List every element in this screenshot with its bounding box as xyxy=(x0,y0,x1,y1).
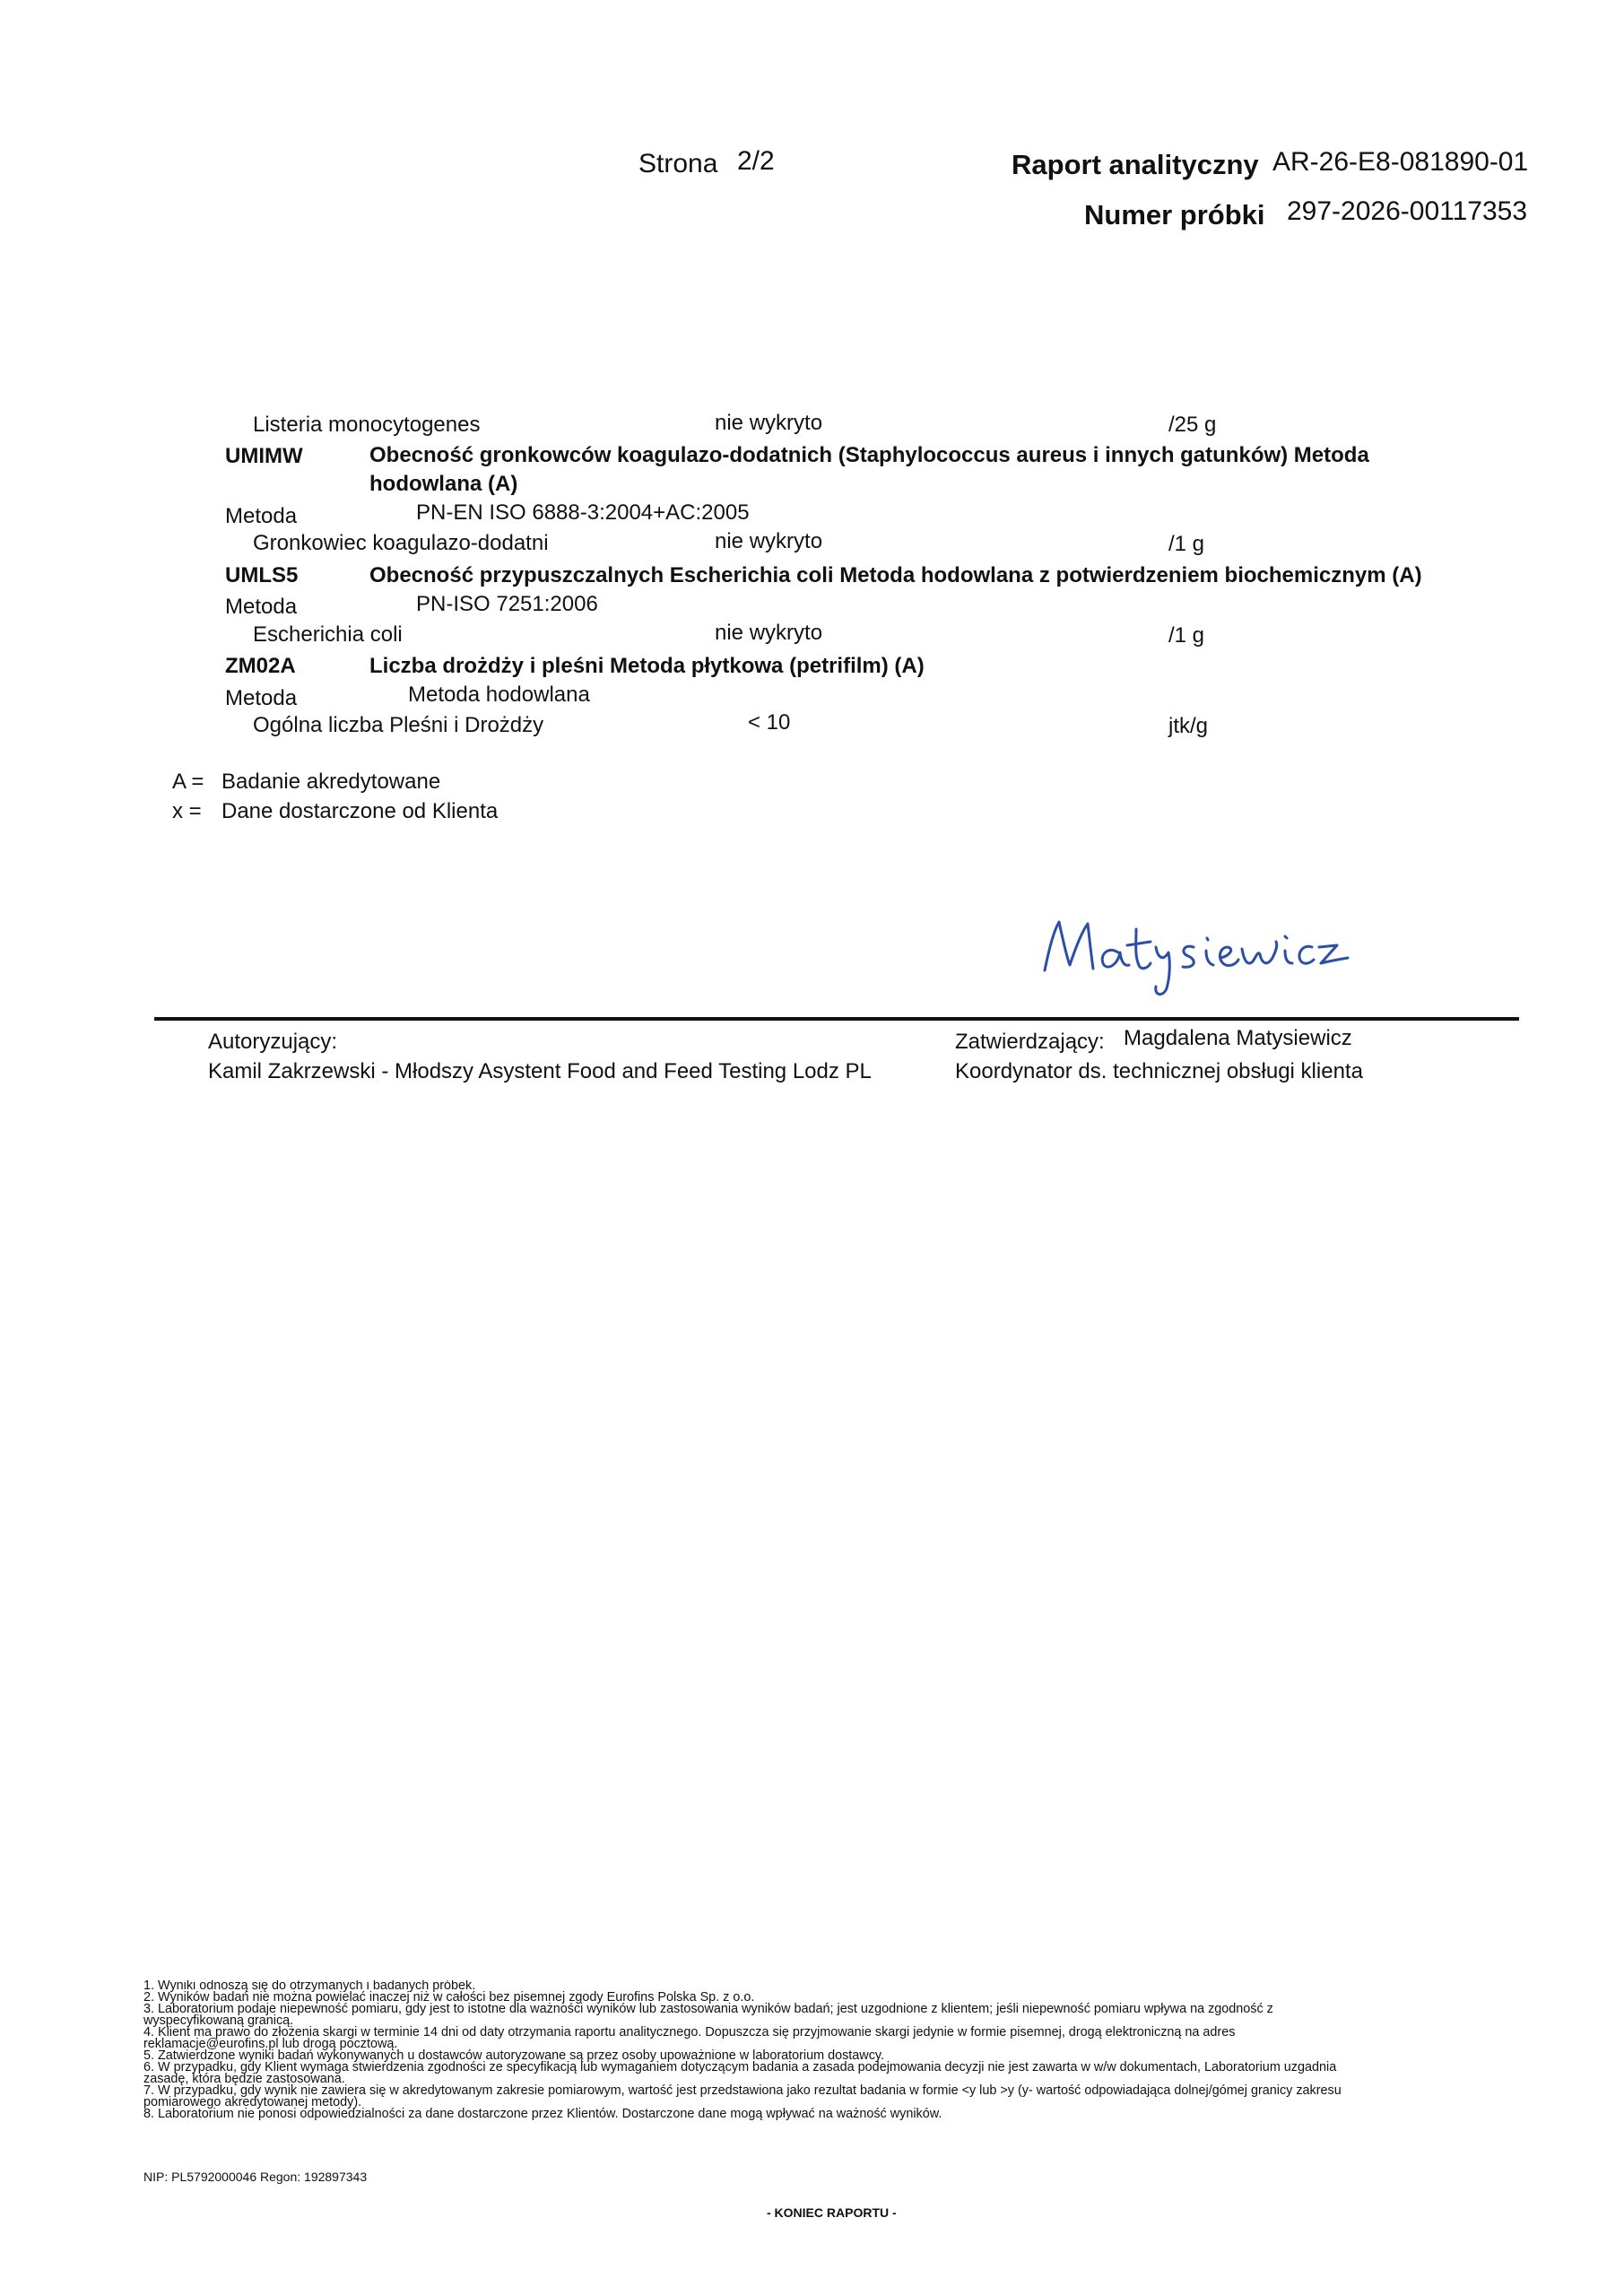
listeria-result: nie wykryto xyxy=(715,411,823,435)
approving-role: Koordynator ds. technicznej obsługi klienta xyxy=(955,1059,1363,1083)
approving-label: Zatwierdzający: xyxy=(955,1030,1105,1054)
footnote-line: 4. Klient ma prawo do złożenia skargi w terminie 14 dni od daty otrzymania raportu analitycznego. Dopuszcza się przyjmowanie skargi jedynie w formie pisemnej, drogą elektroniczną na adres xyxy=(143,2025,1236,2039)
umls5-code: UMLS5 xyxy=(225,563,299,587)
handwritten-signature xyxy=(1036,906,1354,1009)
footnote-line: 6. W przypadku, gdy Klient wymaga stwierdzenia zgodności ze specyfikacją lub wymaganiem dotyczącym badania a zasada podejmowania decyzji nie jest zawarta w w/w dokumentach, Laboratorium uzgadnia xyxy=(143,2060,1337,2074)
zm02a-code: ZM02A xyxy=(225,654,296,678)
footnote-line: 1. Wyniki odnoszą się do otrzymanych i badanych próbek. xyxy=(143,1980,476,1993)
umls5-method: PN-ISO 7251:2006 xyxy=(416,592,598,616)
page-label: Strona xyxy=(638,149,718,178)
legend-text: Badanie akredytowane xyxy=(221,770,441,794)
zm02a-unit: jtk/g xyxy=(1168,714,1209,738)
footnote-line: pomiarowego akredytowanej metody). xyxy=(143,2095,362,2109)
legend-key: A = xyxy=(172,770,204,794)
page-number: 2/2 xyxy=(737,146,775,176)
report-number: AR-26-E8-081890-01 xyxy=(1272,147,1529,177)
listeria-param: Listeria monocytogenes xyxy=(253,413,481,437)
umimw-title: Obecność gronkowców koagulazo-dodatnich (Staphylococcus aureus i innych gatunków) Metoda hodowlana (A) xyxy=(369,443,1369,496)
legend-key: x = xyxy=(172,799,202,823)
zm02a-title: Liczba drożdży i pleśni Metoda płytkowa (petrifilm) (A) xyxy=(369,654,925,678)
end-of-report: - KONIEC RAPORTU - xyxy=(767,2205,897,2220)
signature-divider xyxy=(154,1017,1519,1021)
zm02a-method-label: Metoda xyxy=(225,686,298,710)
umls5-param: Escherichia coli xyxy=(253,622,403,647)
umls5-method-label: Metoda xyxy=(225,595,298,619)
zm02a-result: < 10 xyxy=(748,710,791,735)
footnote-line: 8. Laboratorium nie ponosi odpowiedzialności za dane dostarczone przez Klientów. Dostarczone dane mogą wpływać na ważność wyników. xyxy=(143,2107,942,2120)
footnote-line: 3. Laboratorium podaje niepewność pomiaru, gdy jest to istotne dla ważności wyników lub zastosowania wyników badań; jest uzgodnione z klientem; jeśli niepewność pomiaru wpływa na zgodność z xyxy=(143,2002,1273,2016)
footnote-line: 2. Wyników badań nie można powielać inaczej niż w całości bez pisemnej zgody Eurofins Polska Sp. z o.o. xyxy=(143,1990,755,2005)
footnote-line: wyspecyfikowaną granicą. xyxy=(143,2013,294,2028)
footnote-line: 7. W przypadku, gdy wynik nie zawiera się w akredytowanym zakresie pomiarowym, wartość jest przedstawiona jako rezultat badania w formie <y lub >y (y- wartość odpowiadająca dolnej/gómej granicy zakresu xyxy=(143,2083,1342,2098)
umimw-result: nie wykryto xyxy=(715,529,823,553)
sample-label: Numer próbki xyxy=(1084,199,1265,230)
umimw-code: UMIMW xyxy=(225,444,303,468)
umls5-unit: /1 g xyxy=(1168,623,1205,648)
footnote-line: zasadę, która będzie zastosowana. xyxy=(143,2072,345,2086)
company-ids: NIP: PL5792000046 Regon: 192897343 xyxy=(143,2170,368,2184)
listeria-unit: /25 g xyxy=(1168,413,1217,437)
footnotes xyxy=(143,1980,1519,2120)
footnote-line: 5. Zatwierdzone wyniki badań wykonywanych u dostawców autoryzowane są przez osoby upoważnione w laboratorium dostawcy. xyxy=(143,2048,885,2063)
approving-name: Magdalena Matysiewicz xyxy=(1124,1026,1352,1050)
umimw-unit: /1 g xyxy=(1168,532,1205,556)
sample-number: 297-2026-00117353 xyxy=(1287,196,1528,226)
zm02a-method: Metoda hodowlana xyxy=(408,683,590,707)
umls5-title: Obecność przypuszczalnych Escherichia coli Metoda hodowlana z potwierdzeniem biochemicznym (A) xyxy=(369,563,1422,587)
zm02a-param: Ogólna liczba Pleśni i Drożdży xyxy=(253,713,544,737)
report-label: Raport analityczny xyxy=(1012,149,1259,180)
authorizing-label: Autoryzujący: xyxy=(208,1030,338,1054)
legend-text: Dane dostarczone od Klienta xyxy=(221,799,499,823)
umimw-method-label: Metoda xyxy=(225,504,298,528)
umimw-method: PN-EN ISO 6888-3:2004+AC:2005 xyxy=(416,500,750,525)
umimw-param: Gronkowiec koagulazo-dodatni xyxy=(253,531,549,555)
umls5-result: nie wykryto xyxy=(715,621,823,645)
authorizing-name: Kamil Zakrzewski - Młodszy Asystent Food and Feed Testing Lodz PL xyxy=(208,1059,872,1083)
footnote-line: reklamacje@eurofins.pl lub drogą pocztową. xyxy=(143,2037,398,2051)
